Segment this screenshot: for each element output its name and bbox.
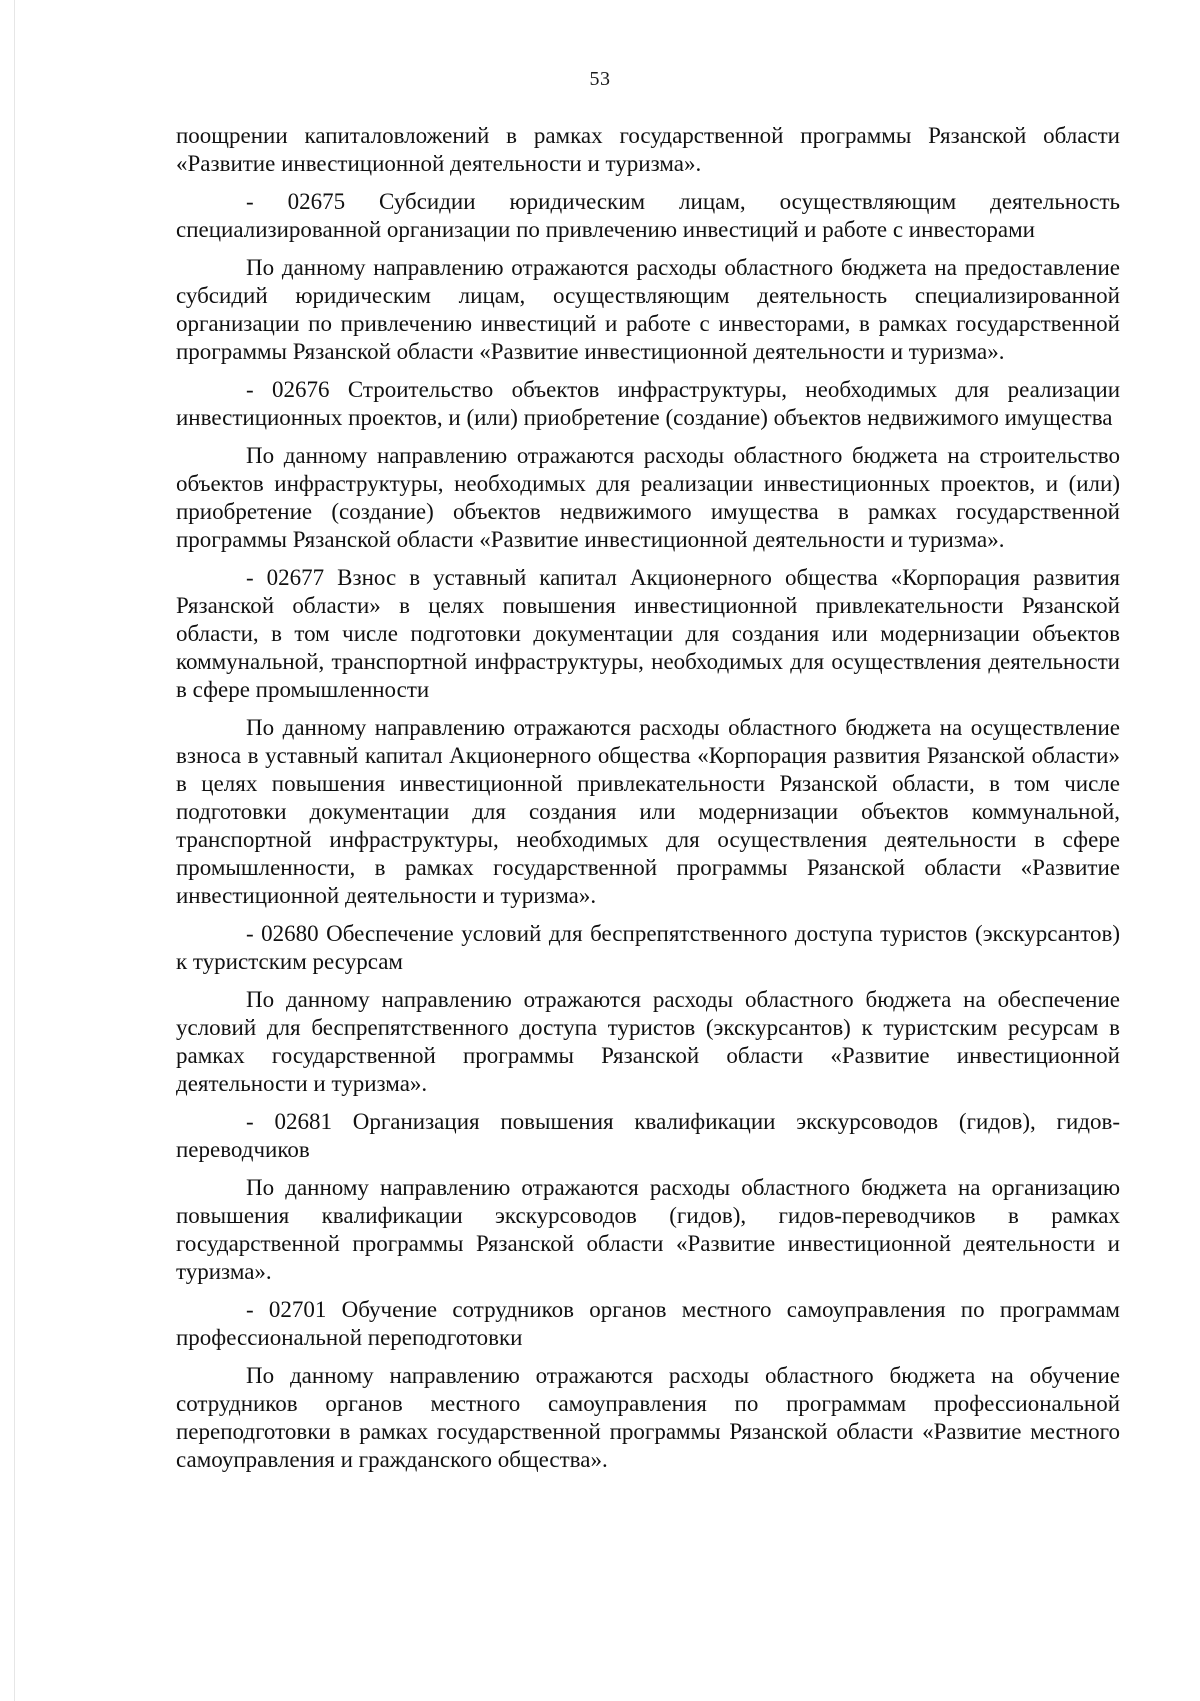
paragraph-02675-description: По данному направлению отражаются расходы областного бюджета на предоставление субсидий юридическим лицам, осуществляющим деятельность специализированной организации по привлечению инвестиций и работе с инвесторами, в рамках государственной программы Рязанской области «Развитие инвестиционной деятельности и туризма». [176,255,1120,364]
paragraph-02676-description: По данному направлению отражаются расходы областного бюджета на строительство объектов инфраструктуры, необходимых для реализации инвестиционных проектов, и (или) приобретение (создание) объектов недвижимого имущества в рамках государственной программы Рязанской области «Развитие инвестиционной деятельности и туризма». [176,443,1120,552]
document-body [176,122,1120,1484]
paragraph-02701-description: По данному направлению отражаются расходы областного бюджета на обучение сотрудников органов местного самоуправления по программам профессиональной переподготовки в рамках государственной программы Рязанской области «Развитие местного самоуправления и гражданского общества». [176,1363,1120,1472]
paragraph-02680-description: По данному направлению отражаются расходы областного бюджета на обеспечение условий для беспрепятственного доступа туристов (экскурсантов) к туристским ресурсам в рамках государственной программы Рязанской области «Развитие инвестиционной деятельности и туризма». [176,987,1120,1096]
heading-02676: - 02676 Строительство объектов инфраструктуры, необходимых для реализации инвестиционных проектов, и (или) приобретение (создание) объектов недвижимого имущества [176,377,1120,430]
scan-edge-line [14,0,15,1701]
page-number: 53 [589,68,611,90]
paragraph-continuation: поощрении капиталовложений в рамках государственной программы Рязанской области «Развитие инвестиционной деятельности и туризма». [176,123,1120,176]
paragraph-02677-description: По данному направлению отражаются расходы областного бюджета на осуществление взноса в уставный капитал Акционерного общества «Корпорация развития Рязанской области» в целях повышения инвестиционной привлекательности Рязанской области, в том числе подготовки документации для создания или модернизации объектов коммунальной, транспортной инфраструктуры, необходимых для осуществления деятельности в сфере промышленности, в рамках государственной программы Рязанской области «Развитие инвестиционной деятельности и туризма». [176,715,1120,908]
heading-02675: - 02675 Субсидии юридическим лицам, осуществляющим деятельность специализированной организации по привлечению инвестиций и работе с инвесторами [176,189,1120,242]
heading-02681: - 02681 Организация повышения квалификации экскурсоводов (гидов), гидов-переводчиков [176,1109,1120,1162]
heading-02677: - 02677 Взнос в уставный капитал Акционерного общества «Корпорация развития Рязанской области» в целях повышения инвестиционной привлекательности Рязанской области, в том числе подготовки документации для создания или модернизации объектов коммунальной, транспортной инфраструктуры, необходимых для осуществления деятельности в сфере промышленности [176,565,1120,702]
heading-02701: - 02701 Обучение сотрудников органов местного самоуправления по программам профессиональной переподготовки [176,1297,1120,1350]
paragraph-02681-description: По данному направлению отражаются расходы областного бюджета на организацию повышения квалификации экскурсоводов (гидов), гидов-переводчиков в рамках государственной программы Рязанской области «Развитие инвестиционной деятельности и туризма». [176,1175,1120,1284]
heading-02680: - 02680 Обеспечение условий для беспрепятственного доступа туристов (экскурсантов) к туристским ресурсам [176,921,1120,974]
